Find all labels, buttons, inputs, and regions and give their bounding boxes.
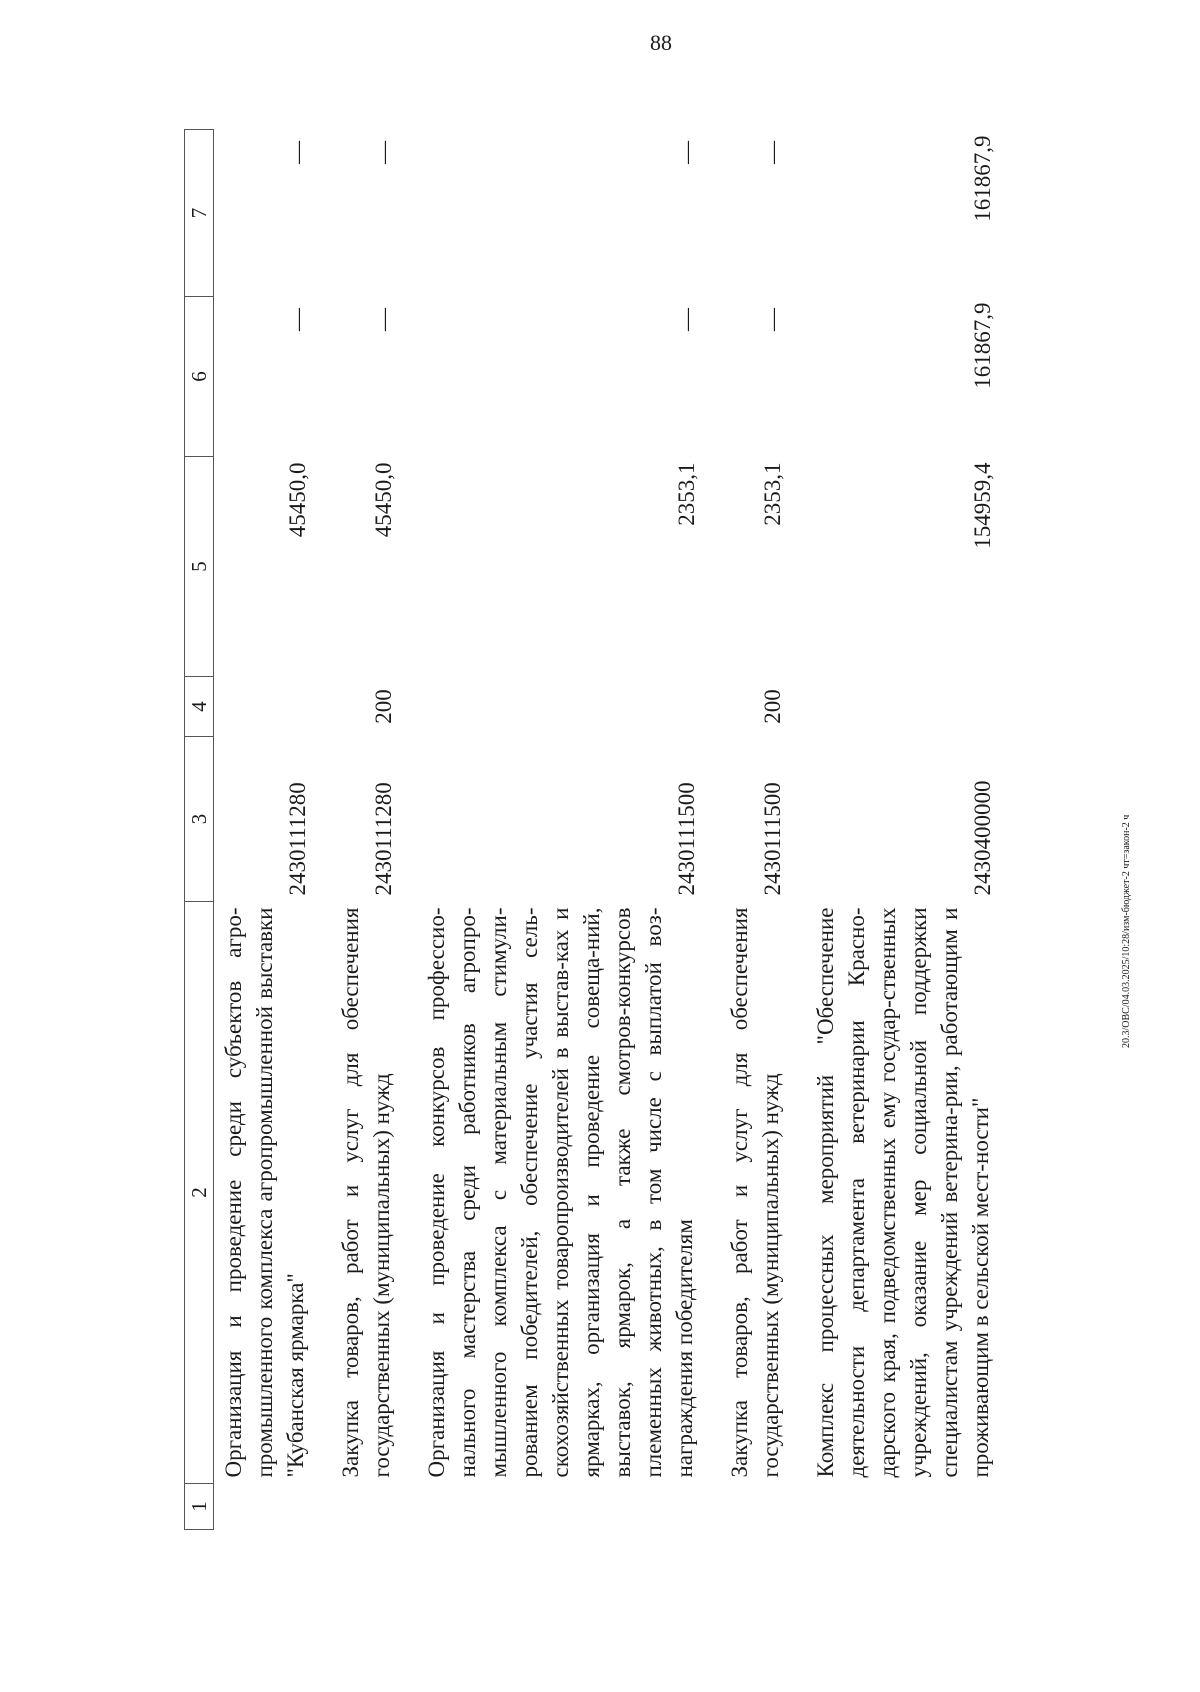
row-value-5: 2353,1 — [674, 462, 699, 526]
row-index-cell — [720, 1484, 788, 1530]
dash-mark: — — [674, 141, 699, 164]
header-cell: 1 — [185, 1484, 214, 1530]
row-type — [417, 677, 702, 737]
row-value-5: 154959,4 — [970, 462, 995, 549]
row-type — [214, 677, 314, 737]
row-value-6 — [331, 297, 399, 457]
dash-mark: — — [371, 141, 396, 164]
row-index-cell — [214, 1484, 314, 1530]
row-value-7 — [417, 130, 702, 297]
row-code: 2430400000 — [970, 780, 995, 896]
row-value-7 — [331, 130, 399, 297]
row-value-5: 2353,1 — [760, 462, 785, 526]
row-value-6: 161867,9 — [970, 302, 995, 389]
row-value-6 — [417, 297, 702, 457]
dash-mark: — — [285, 141, 310, 164]
table-row — [214, 130, 314, 1530]
page-number: 88 — [650, 30, 672, 55]
row-value-7: 161867,9 — [970, 135, 995, 222]
stamp-text: 20.3/ОВС/04.03.2025/10:28/изм-бюджет-2 чт=закон-2 ч — [1121, 814, 1132, 1048]
row-type: 200 — [760, 689, 785, 724]
table-row — [806, 130, 998, 1530]
row-index-cell — [331, 1484, 399, 1530]
budget-table-rotated — [184, 130, 1064, 1530]
row-code: 2430111280 — [285, 782, 310, 896]
header-cell: 4 — [185, 677, 214, 737]
dash-mark: — — [760, 308, 785, 331]
row-value-6 — [214, 297, 314, 457]
header-cell: 3 — [185, 737, 214, 902]
row-value-7 — [214, 130, 314, 297]
row-code: 2430111280 — [371, 782, 396, 896]
header-cell: 7 — [185, 130, 214, 297]
row-value-5: 45450,0 — [285, 462, 310, 538]
budget-table — [184, 129, 998, 1530]
row-description: Закупка товаров, работ и услуг для обеспечения государственных (муниципальных) нужд — [727, 907, 783, 1478]
row-index-cell — [806, 1484, 998, 1530]
row-description: Организация и проведение среди субъектов агро-промышленного комплекса агропромышленной выставки "Кубанская ярмарка" — [221, 907, 308, 1478]
header-cell: 2 — [185, 902, 214, 1484]
dash-mark: — — [371, 308, 396, 331]
dash-mark: — — [674, 308, 699, 331]
header-row — [185, 130, 214, 1530]
dash-mark: — — [285, 308, 310, 331]
row-code: 2430111500 — [760, 782, 785, 896]
row-index-cell — [417, 1484, 702, 1530]
row-code: 2430111500 — [674, 782, 699, 896]
table-row — [331, 130, 399, 1530]
row-description: Организация и проведение конкурсов профессио-нального мастерства среди работников агропро-мышленного комплекса с материальным стимули-рованием победителей, обеспечение участия сель-скохозяйственных товаропроизводителей в выстав-ках и ярмарках, организация и проведение совеща-ний, выставок, ярмарок, а также смотров-конкурсов племенных животных, в том числе с выплатой воз-награждения победителям — [424, 907, 697, 1478]
row-type: 200 — [371, 689, 396, 724]
row-value-6 — [720, 297, 788, 457]
row-description: Комплекс процессных мероприятий "Обеспечение деятельности департамента ветеринарии Красно-дарского края, подведомственных ему государ-ственных учреждений, оказание мер социальной поддержки специалистам учреждений ветерина-рии, работающим и проживающим в сельской мест-ности" — [813, 907, 993, 1478]
row-type — [806, 677, 998, 737]
row-description: Закупка товаров, работ и услуг для обеспечения государственных (муниципальных) нужд — [338, 907, 394, 1478]
table-row — [417, 130, 702, 1530]
table-row — [720, 130, 788, 1530]
row-value-7 — [720, 130, 788, 297]
dash-mark: — — [760, 141, 785, 164]
header-cell: 5 — [185, 457, 214, 677]
header-cell: 6 — [185, 297, 214, 457]
row-value-5: 45450,0 — [371, 462, 396, 538]
